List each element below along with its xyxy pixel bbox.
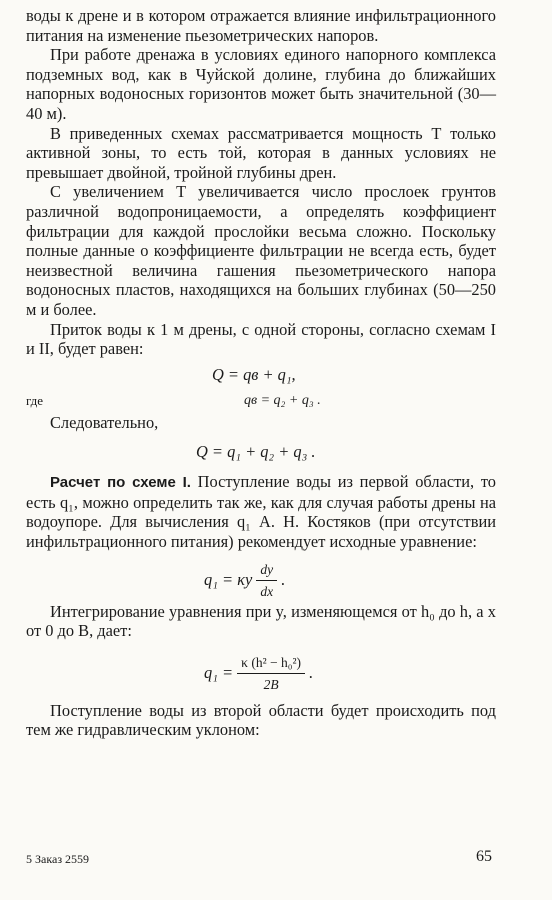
equation-row-2 [26, 387, 496, 413]
paragraph-8: Интегрирование уравнения при y, изменяющемся от h₀ до h, а x от 0 до B, дает: [26, 601, 496, 641]
equation-integrated-lhs: q₁ = [204, 662, 234, 682]
equation-q-sum: Q = q₁ + q₂ + q₃ . [196, 442, 316, 462]
equation-row-5 [26, 641, 496, 701]
paragraph-2: При работе дренажа в условиях единого напорного комплекса подземных вод, как в Чуйской долине, глубина до ближайших напорных водоносных горизонтов может быть значительной (30—40 м). [26, 45, 496, 123]
fraction-dy-dx [256, 560, 277, 602]
page-body [26, 6, 496, 740]
paragraph-4: С увеличением T увеличивается число прослоек грунтов различной водопроницаемости, а определять коэффициент фильтрации для каждой прослойки весьма сложно. Поскольку полные данные о коэффициенте фильтрации не всегда есть, будет неизвестной величина гашения пьезометрического напора водоносных пластов, находящихся на больших глубинах (50—250 м и более. [26, 182, 496, 319]
equation-qv: qв = q₂ + q₃ . [244, 392, 321, 408]
paragraph-1: воды к дрене и в котором отражается влияние инфильтрационного питания на изменение пьезометрических напоров. [26, 6, 496, 45]
equation-q-total: Q = qв + q₁, [212, 364, 296, 384]
print-signature: 5 Заказ 2559 [26, 852, 90, 866]
paragraph-6: Следовательно, [50, 412, 159, 432]
fraction-denominator: dx [260, 584, 274, 600]
equation-row-1 [26, 359, 496, 387]
fraction-integrated-denominator: 2B [263, 677, 279, 693]
paragraph-7 [26, 472, 496, 551]
equation-kostyakov [204, 560, 285, 602]
paragraph-9: Поступление воды из второй области будет происходить под тем же гидравлическим уклоном: [26, 700, 496, 740]
page-number: 65 [476, 848, 492, 865]
fraction-numerator: dy [256, 560, 277, 582]
fraction-integrated-numerator: κ (h² − h₀²) [237, 653, 305, 675]
equation-end-mark: . [281, 569, 286, 589]
equation-integrated [204, 653, 313, 695]
section-heading: Расчет по схеме I. [50, 474, 191, 492]
equation-integrated-end-mark: . [309, 662, 314, 682]
equation-kostyakov-lhs: q₁ = κy [204, 569, 253, 589]
equation-row-4 [26, 552, 496, 602]
fraction-integrated [237, 653, 305, 695]
paragraph-5: Приток воды к 1 м дрены, с одной стороны, согласно схемам I и II, будет равен: [26, 319, 496, 359]
paragraph-7-text: Поступление воды из первой области, то есть q₁, можно определить так же, как для случая работы дрены на водоупоре. Для вычисления q₁ А. Н. Костяков (при отсутствии инфильтрационного питания) рекомендует исходные уравнение: [26, 472, 496, 552]
paragraph-3: В приведенных схемах рассматривается мощность Т только активной зоны, то есть той, которая в данных условиях не превышает двойной, тройной глубины дрен. [26, 123, 496, 182]
equation-row-3 [26, 432, 496, 466]
where-label: где [26, 392, 44, 408]
